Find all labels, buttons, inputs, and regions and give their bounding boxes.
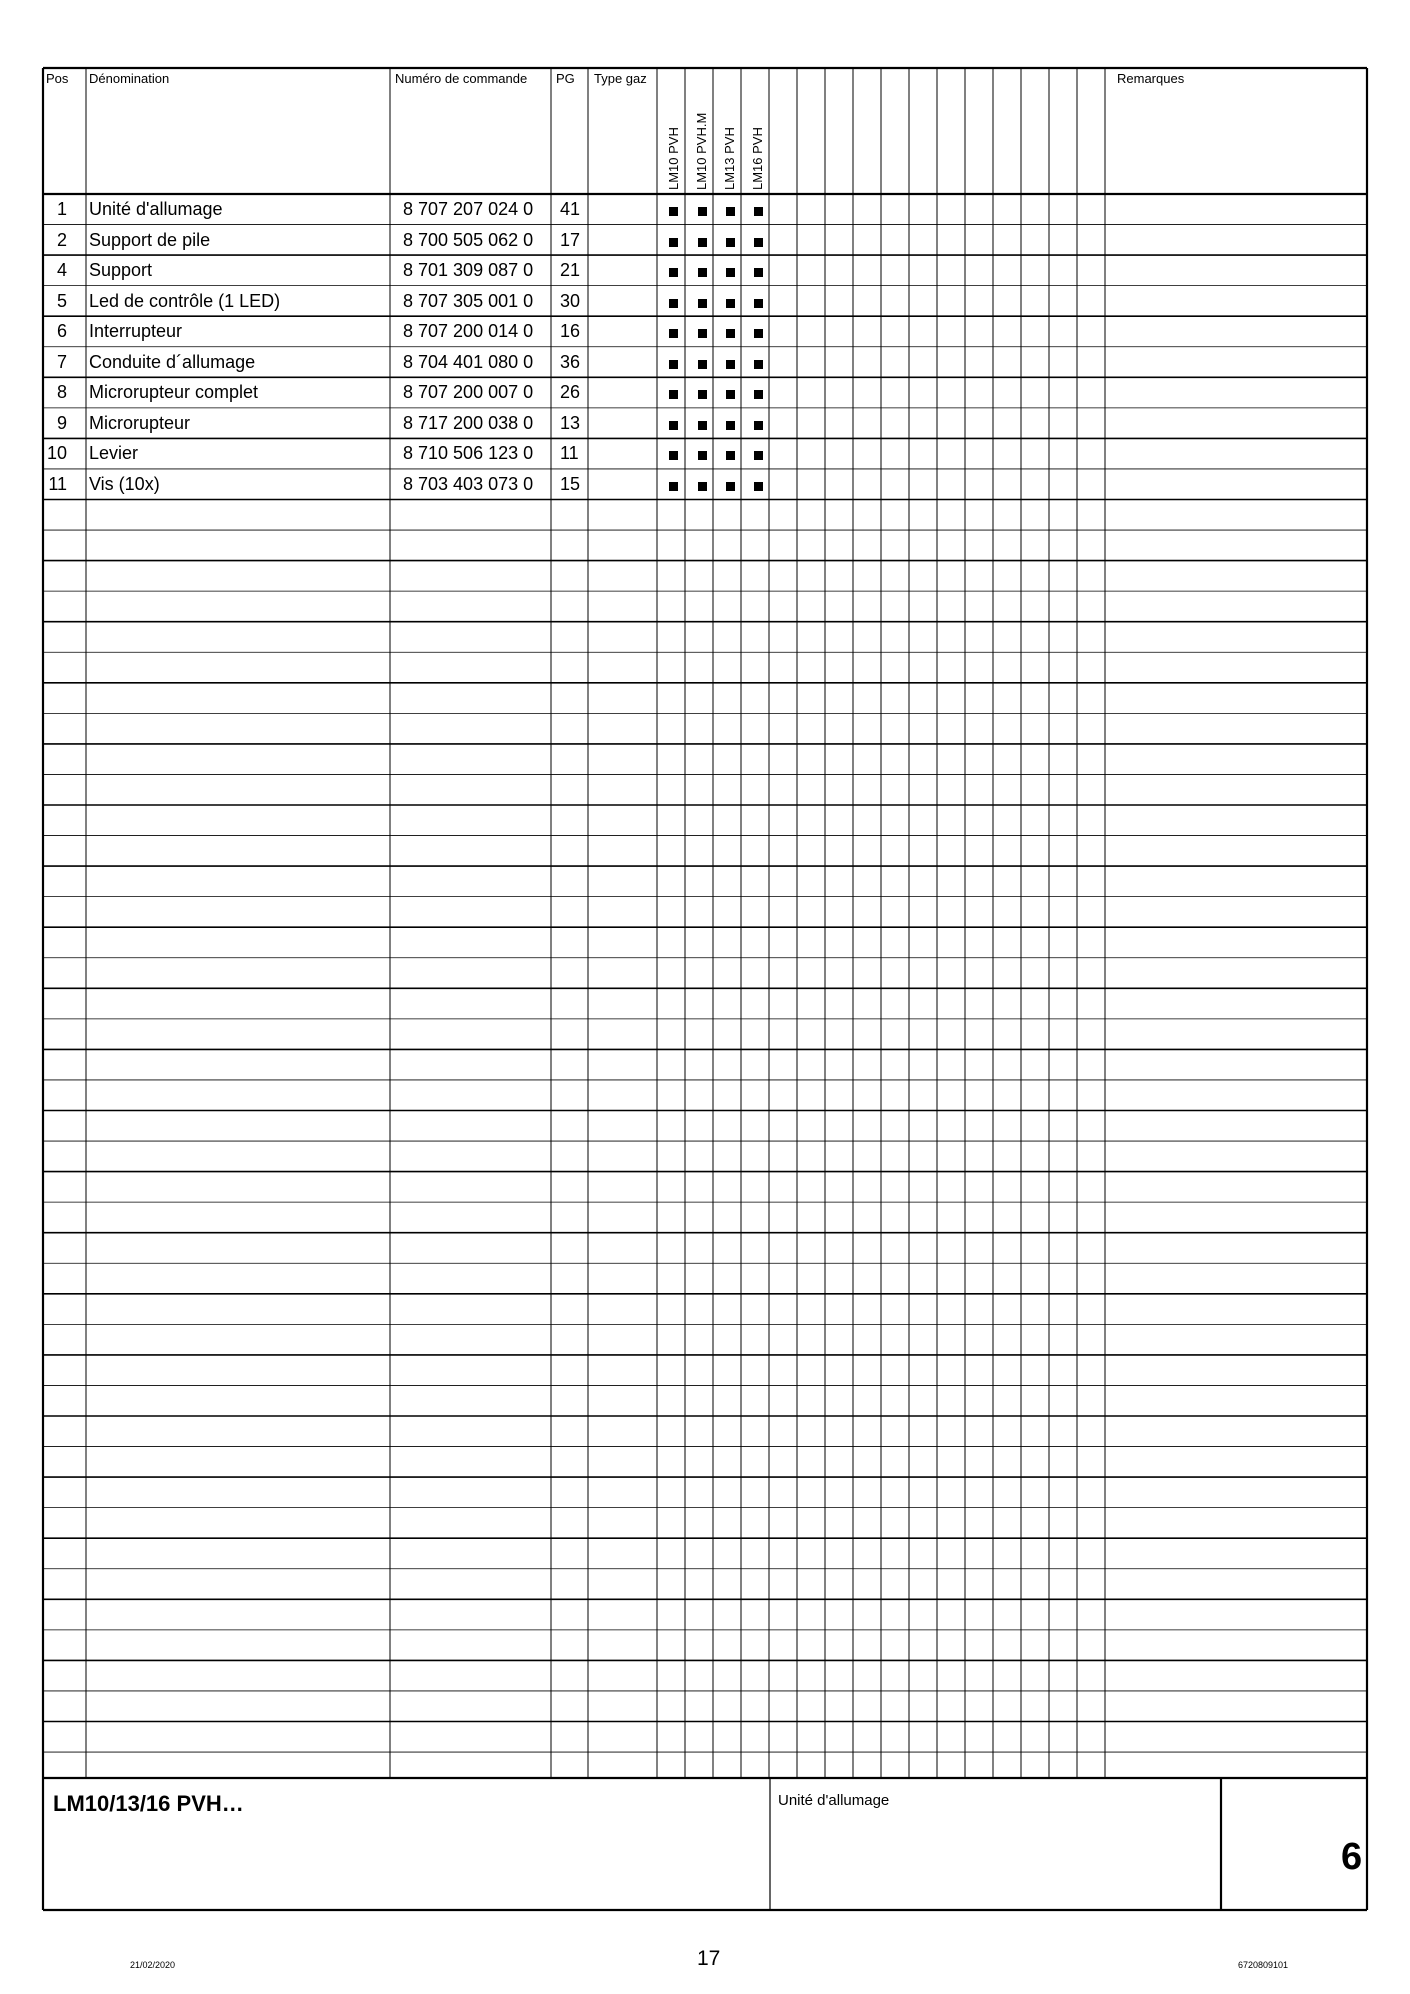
model-applicable-mark	[698, 268, 707, 277]
model-applicable-mark	[698, 238, 707, 247]
row-pg: 16	[560, 321, 581, 342]
row-denomination: Interrupteur	[89, 321, 183, 342]
model-header: LM13 PVH	[722, 127, 737, 190]
row-pos: 10	[46, 443, 67, 464]
model-applicable-mark	[698, 360, 707, 369]
model-applicable-mark	[754, 421, 763, 430]
header-order-number: Numéro de commande	[395, 71, 528, 86]
header-gas-type: Type gaz	[594, 71, 647, 86]
section-number: 6	[1341, 1836, 1363, 1878]
model-applicable-mark	[754, 482, 763, 491]
model-applicable-mark	[754, 329, 763, 338]
row-pos: 5	[56, 290, 67, 311]
header-remarks: Remarques	[1117, 71, 1185, 86]
model-applicable-mark	[698, 207, 707, 216]
row-pos: 4	[56, 260, 67, 281]
model-applicable-mark	[726, 360, 735, 369]
model-applicable-mark	[754, 390, 763, 399]
row-pg: 26	[560, 382, 581, 403]
model-header: LM16 PVH	[750, 127, 765, 190]
row-pos: 9	[56, 412, 67, 433]
row-order-number: 8 710 506 123 0	[403, 443, 534, 464]
model-applicable-mark	[669, 299, 678, 308]
model-applicable-mark	[726, 329, 735, 338]
row-denomination: Microrupteur complet	[89, 382, 259, 403]
product-title: LM10/13/16 PVH…	[53, 1791, 244, 1816]
model-applicable-mark	[669, 390, 678, 399]
model-applicable-mark	[698, 299, 707, 308]
model-applicable-mark	[698, 421, 707, 430]
model-applicable-mark	[698, 482, 707, 491]
model-applicable-mark	[726, 421, 735, 430]
assembly-label: Unité d'allumage	[778, 1792, 890, 1809]
row-pg: 21	[560, 260, 581, 281]
model-applicable-mark	[726, 268, 735, 277]
row-denomination: Led de contrôle (1 LED)	[89, 290, 281, 311]
model-applicable-mark	[754, 451, 763, 460]
header-pos: Pos	[46, 71, 69, 86]
row-order-number: 8 707 207 024 0	[403, 199, 534, 219]
row-pg: 30	[560, 290, 581, 311]
row-pos: 7	[56, 351, 67, 372]
row-order-number: 8 717 200 038 0	[403, 412, 534, 433]
row-pos: 6	[56, 321, 67, 342]
row-order-number: 8 703 403 073 0	[403, 473, 534, 494]
model-applicable-mark	[669, 238, 678, 247]
row-denomination: Unité d'allumage	[89, 199, 223, 219]
row-pos: 8	[56, 382, 67, 403]
model-applicable-mark	[754, 238, 763, 247]
model-applicable-mark	[669, 329, 678, 338]
row-order-number: 8 707 200 007 0	[403, 382, 534, 403]
row-order-number: 8 701 309 087 0	[403, 260, 534, 281]
row-denomination: Vis (10x)	[89, 473, 160, 494]
row-denomination: Levier	[89, 443, 139, 464]
model-applicable-mark	[726, 390, 735, 399]
model-applicable-mark	[726, 238, 735, 247]
print-date: 21/02/2020	[130, 1960, 176, 1970]
row-denomination: Support	[89, 260, 153, 281]
model-applicable-mark	[669, 421, 678, 430]
header-denomination: Dénomination	[89, 71, 170, 86]
model-applicable-mark	[698, 390, 707, 399]
header-pg: PG	[556, 71, 575, 86]
model-applicable-mark	[726, 451, 735, 460]
model-applicable-mark	[754, 207, 763, 216]
row-pg: 15	[560, 473, 581, 494]
row-order-number: 8 700 505 062 0	[403, 229, 534, 250]
row-order-number: 8 704 401 080 0	[403, 351, 534, 372]
model-applicable-mark	[754, 299, 763, 308]
model-applicable-mark	[669, 451, 678, 460]
model-applicable-mark	[754, 360, 763, 369]
model-applicable-mark	[726, 207, 735, 216]
row-denomination: Conduite d´allumage	[89, 351, 256, 372]
row-pg: 41	[560, 199, 581, 219]
model-applicable-mark	[754, 268, 763, 277]
row-denomination: Microrupteur	[89, 412, 191, 433]
model-header: LM10 PVH	[666, 127, 681, 190]
row-pos: 11	[48, 473, 67, 494]
model-applicable-mark	[698, 451, 707, 460]
row-pos: 2	[56, 229, 67, 250]
row-pg: 11	[560, 443, 579, 464]
row-pg: 17	[560, 229, 581, 250]
document-code: 6720809101	[1238, 1960, 1289, 1970]
row-pg: 36	[560, 351, 581, 372]
model-applicable-mark	[726, 299, 735, 308]
model-applicable-mark	[698, 329, 707, 338]
row-pos: 1	[56, 199, 67, 219]
model-applicable-mark	[669, 207, 678, 216]
row-denomination: Support de pile	[89, 229, 211, 250]
model-applicable-mark	[669, 482, 678, 491]
model-header: LM10 PVH.M	[694, 112, 709, 190]
model-applicable-mark	[726, 482, 735, 491]
page-number: 17	[697, 1947, 721, 1970]
model-applicable-mark	[669, 360, 678, 369]
row-pg: 13	[560, 412, 581, 433]
row-order-number: 8 707 305 001 0	[403, 290, 534, 311]
model-applicable-mark	[669, 268, 678, 277]
row-order-number: 8 707 200 014 0	[403, 321, 534, 342]
